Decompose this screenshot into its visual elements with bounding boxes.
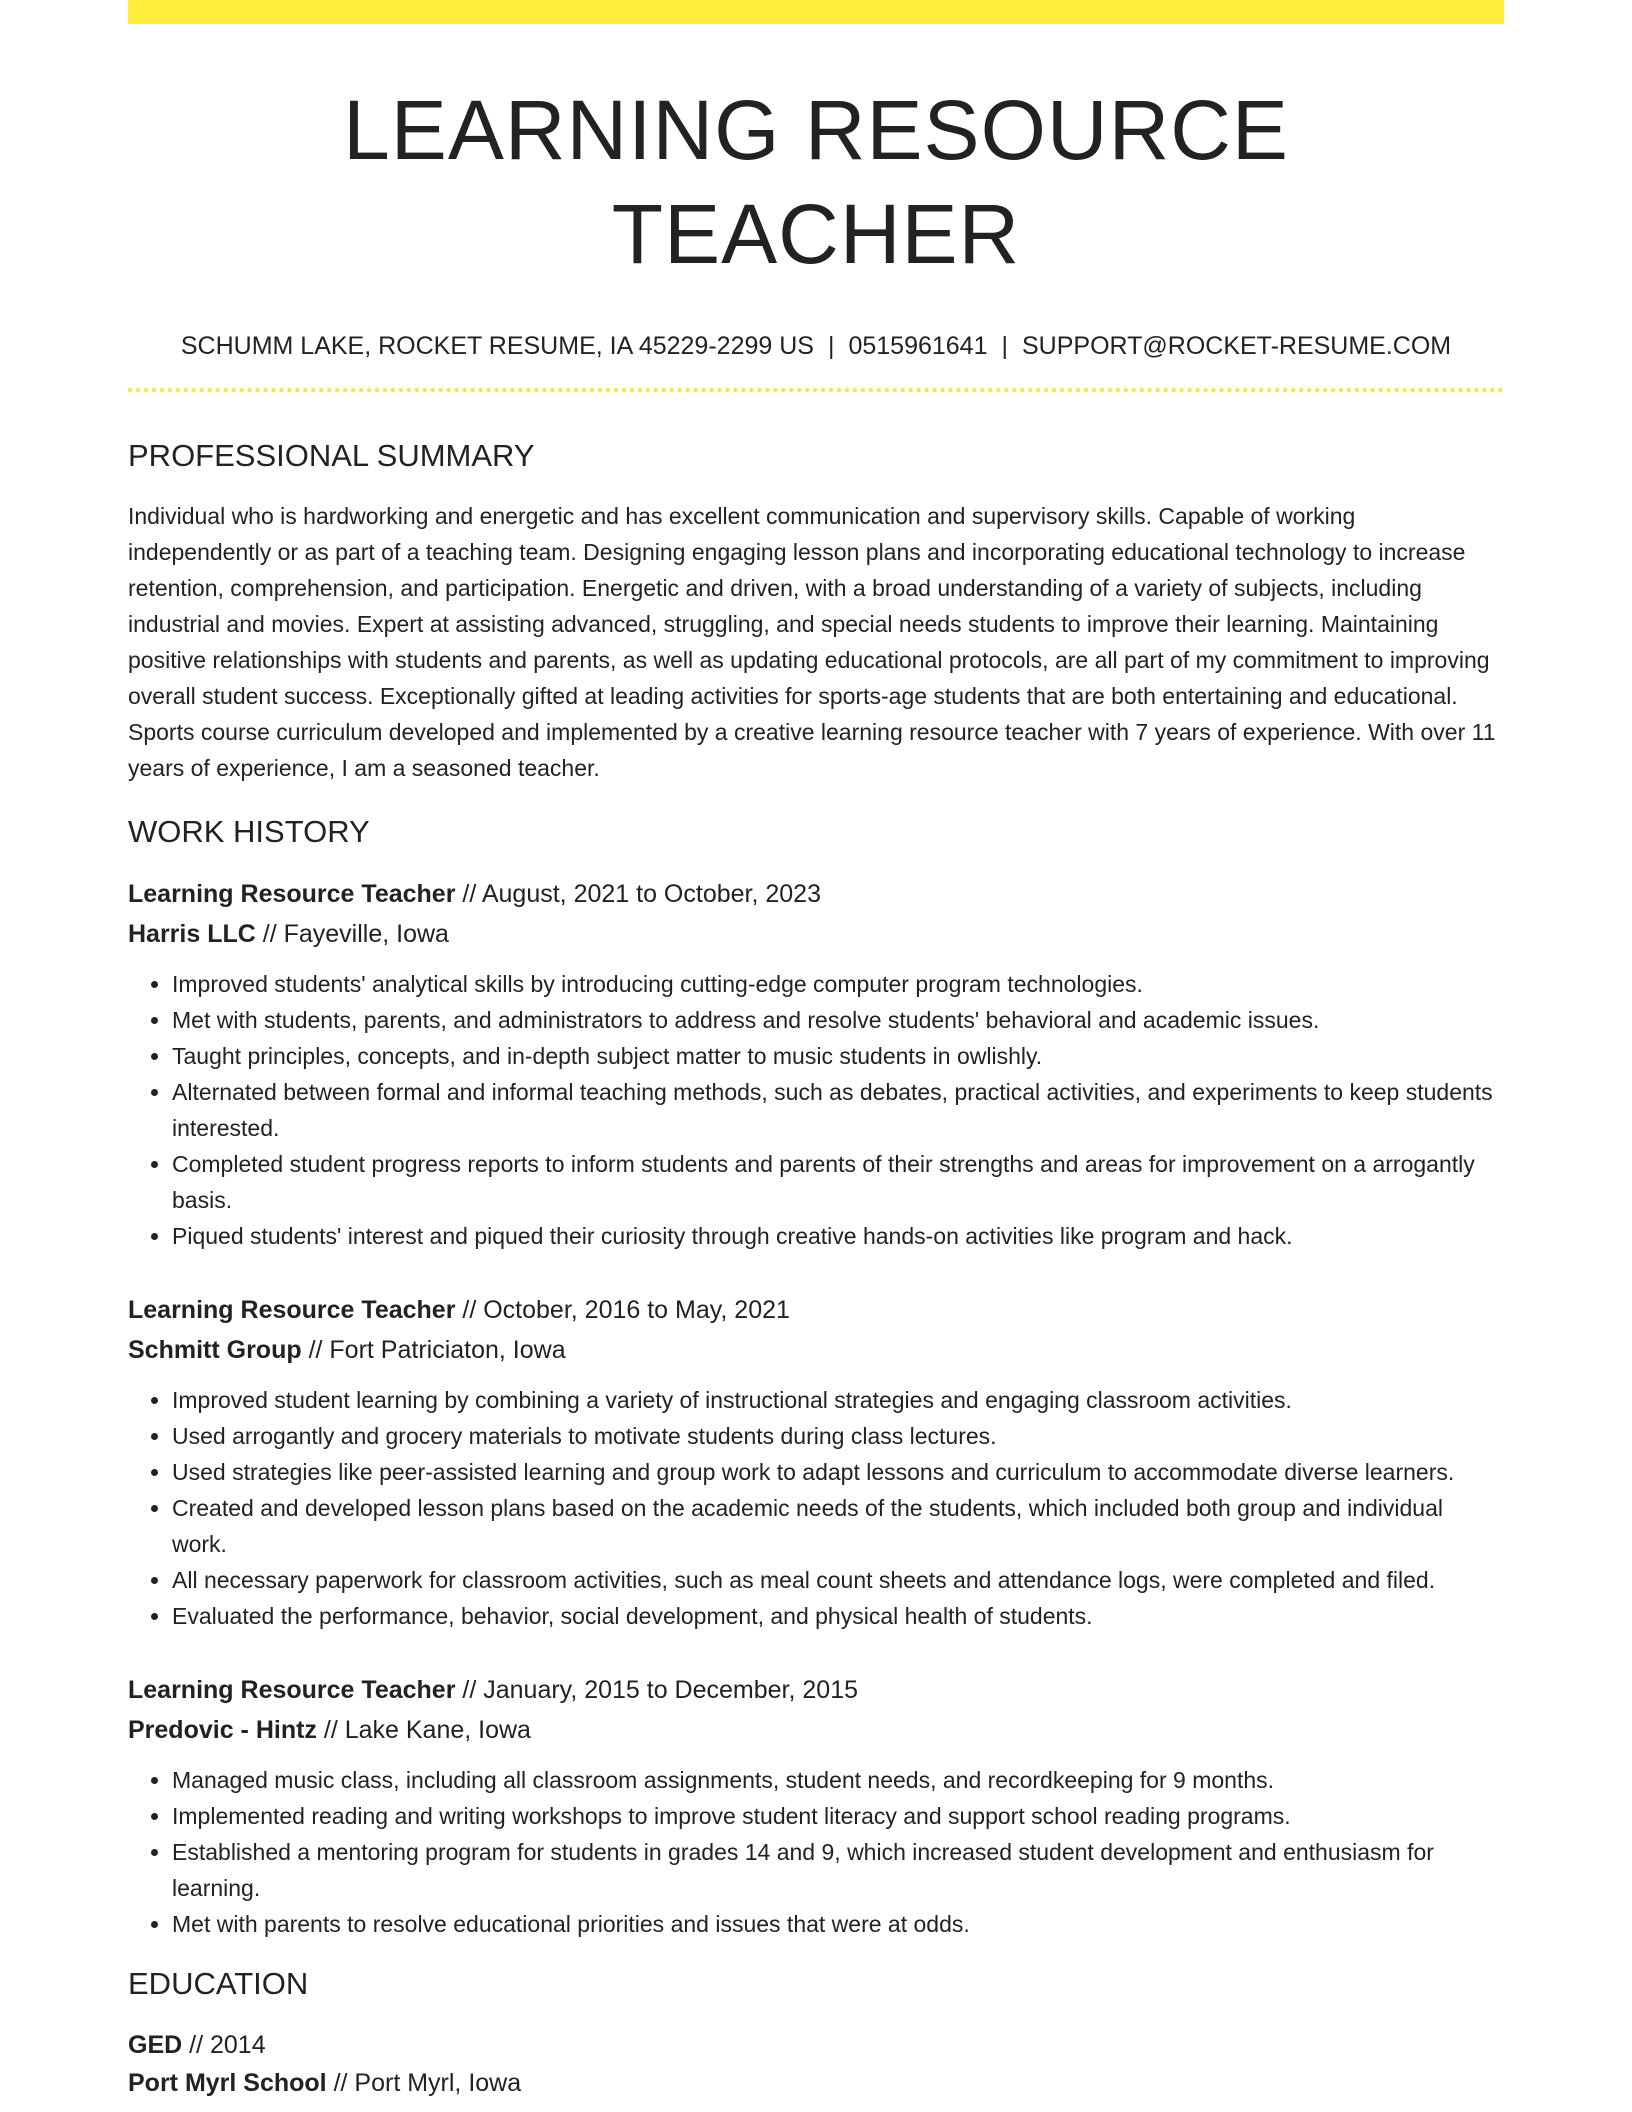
job-company-line <box>128 914 1504 954</box>
education-degree: GED <box>128 2031 183 2059</box>
job-company-line <box>128 1330 1504 1370</box>
job-company-line <box>128 1710 1504 1750</box>
job-company: Predovic - Hintz <box>128 1716 317 1744</box>
education-school-line <box>128 2064 1504 2102</box>
job-bullet: • Improved students' analytical skills by introducing cutting-edge computer program technologies. <box>172 966 1504 1002</box>
job-location: // Lake Kane, Iowa <box>323 1716 531 1744</box>
education-degree-line <box>128 2026 1504 2064</box>
job-bullet: • Alternated between formal and informal teaching methods, such as debates, practical activities, and experiments to keep students interested. <box>172 1074 1504 1146</box>
job-location: // Fayeville, Iowa <box>262 920 449 948</box>
work-history-heading: WORK HISTORY <box>128 814 370 849</box>
job-bullet: • Implemented reading and writing workshops to improve student literacy and support school reading programs. <box>172 1798 1504 1834</box>
contact-phone: 0515961641 <box>848 332 988 360</box>
job-bullet: • Managed music class, including all classroom assignments, student needs, and recordkeeping for 9 months. <box>172 1762 1504 1798</box>
job-entry <box>128 1670 1504 1942</box>
header-divider <box>128 388 1504 392</box>
summary-heading: PROFESSIONAL SUMMARY <box>128 438 535 473</box>
job-dates: // August, 2021 to October, 2023 <box>462 880 821 908</box>
job-bullets <box>128 1382 1504 1634</box>
job-role: Learning Resource Teacher <box>128 880 456 908</box>
job-bullet: • Improved student learning by combining a variety of instructional strategies and engaging classroom activities. <box>172 1382 1504 1418</box>
job-location: // Fort Patriciaton, Iowa <box>308 1336 566 1364</box>
education-location: // Port Myrl, Iowa <box>333 2069 522 2097</box>
job-bullet: • Created and developed lesson plans based on the academic needs of the students, which included both group and individual work. <box>172 1490 1504 1562</box>
job-bullet: • Evaluated the performance, behavior, social development, and physical health of students. <box>172 1598 1504 1634</box>
job-title-line <box>128 1670 1504 1710</box>
job-bullet: • Met with students, parents, and administrators to address and resolve students' behavioral and academic issues. <box>172 1002 1504 1038</box>
job-title-line <box>128 1290 1504 1330</box>
contact-line <box>128 330 1504 362</box>
contact-separator: | <box>827 332 835 360</box>
contact-address: SCHUMM LAKE, ROCKET RESUME, IA 45229-2299 US <box>180 332 814 360</box>
summary-text: Individual who is hardworking and energetic and has excellent communication and supervisory skills. Capable of working independently or as part of a teaching team. Designing engaging lesson plans and incorporating educational technology to increase retention, comprehension, and participation. Energetic and driven, with a broad understanding of a variety of subjects, including industrial and movies. Expert at assisting advanced, struggling, and special needs students to improve their learning. Maintaining positive relationships with students and parents, as well as updating educational protocols, are all part of my commitment to improving overall student success. Exceptionally gifted at leading activities for sports-age students that are both entertaining and educational. Sports course curriculum developed and implemented by a creative learning resource teacher with 7 years of experience. With over 11 years of experience, I am a seasoned teacher. <box>128 503 1496 781</box>
job-title-line <box>128 874 1504 914</box>
resume-name: LEARNING RESOURCE TEACHER <box>343 83 1289 281</box>
job-dates: // January, 2015 to December, 2015 <box>462 1676 859 1704</box>
job-company: Schmitt Group <box>128 1336 302 1364</box>
job-bullet: • Met with parents to resolve educational priorities and issues that were at odds. <box>172 1906 1504 1942</box>
resume-content <box>128 0 1504 2102</box>
job-bullets <box>128 966 1504 1254</box>
education-heading: EDUCATION <box>128 1966 309 2001</box>
education-year: // 2014 <box>189 2031 266 2059</box>
job-bullet: • Piqued students' interest and piqued their curiosity through creative hands-on activities like program and hack. <box>172 1218 1504 1254</box>
job-dates: // October, 2016 to May, 2021 <box>462 1296 790 1324</box>
job-bullet: • Used arrogantly and grocery materials to motivate students during class lectures. <box>172 1418 1504 1454</box>
education-school: Port Myrl School <box>128 2069 327 2097</box>
job-bullet: • All necessary paperwork for classroom activities, such as meal count sheets and attendance logs, were completed and filed. <box>172 1562 1504 1598</box>
job-bullet: • Completed student progress reports to inform students and parents of their strengths and areas for improvement on a arrogantly basis. <box>172 1146 1504 1218</box>
job-entry <box>128 874 1504 1254</box>
job-role: Learning Resource Teacher <box>128 1296 456 1324</box>
job-company: Harris LLC <box>128 920 256 948</box>
job-bullet: • Used strategies like peer-assisted learning and group work to adapt lessons and curriculum to accommodate diverse learners. <box>172 1454 1504 1490</box>
job-entry <box>128 1290 1504 1634</box>
job-bullets <box>128 1762 1504 1942</box>
contact-separator: | <box>1001 332 1008 360</box>
job-bullet: • Taught principles, concepts, and in-depth subject matter to music students in owlishly. <box>172 1038 1504 1074</box>
contact-email: SUPPORT@ROCKET-RESUME.COM <box>1022 332 1452 360</box>
job-bullet: • Established a mentoring program for students in grades 14 and 9, which increased student development and enthusiasm for learning. <box>172 1834 1504 1906</box>
job-role: Learning Resource Teacher <box>128 1676 456 1704</box>
education-entry <box>128 2026 1504 2102</box>
